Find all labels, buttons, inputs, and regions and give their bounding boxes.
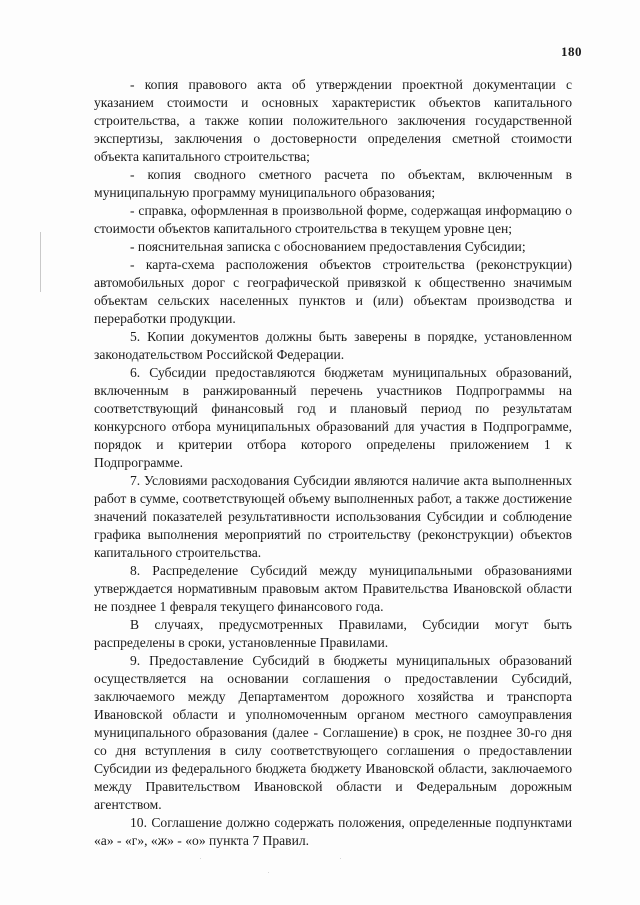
scan-speck xyxy=(268,872,269,873)
list-item-explanatory-note: - пояснительная записка с обоснованием предоставления Субсидии; xyxy=(130,239,526,254)
list-item-cost-certificate: - справка, оформленная в произвольной форме, содержащая информацию о стоимости объектов капитального строительства в текущем уровне цен; xyxy=(94,203,572,236)
clause-8-note: В случаях, предусмотренных Правилами, Субсидии могут быть распределены в сроки, установленные Правилами. xyxy=(94,617,572,650)
page-number: 180 xyxy=(561,44,582,59)
clause-5: 5. Копии документов должны быть заверены в порядке, установленном законодательством Российской Федерации. xyxy=(94,329,572,362)
clause-6: 6. Субсидии предоставляются бюджетам муниципальных образований, включенным в ранжированный перечень участников Подпрограммы на соответствующий финансовый год и плановый период по результатам конкурсного отбора муниципальных образований для участия в Подпрограмме, порядок и критерии отбора которого определены приложением 1 к Подпрограмме. xyxy=(94,365,572,470)
scan-speck xyxy=(340,858,341,859)
scan-speck xyxy=(200,858,201,859)
clause-9: 9. Предоставление Субсидий в бюджеты муниципальных образований осуществляется на основании соглашения о предоставлении Субсидий, заключаемого между Департаментом дорожного хозяйства и транспорта Ивановской области и уполномоченным органом местного самоуправления муниципального образования (далее - Соглашение) в срок, не позднее 30-го дня со дня вступления в силу соответствующего соглашения о предоставлении Субсидии из федерального бюджета бюджету Ивановской области, заключаемого между Правительством Ивановской области и Федеральным дорожным агентством. xyxy=(94,653,572,812)
clause-8: 8. Распределение Субсидий между муниципальными образованиями утверждается нормативным правовым актом Правительства Ивановской области не позднее 1 февраля текущего финансового года. xyxy=(94,563,572,614)
clause-10: 10. Соглашение должно содержать положения, определенные подпунктами «а» - «г», «ж» - «о» пункта 7 Правил. xyxy=(94,815,572,848)
document-body xyxy=(94,76,572,850)
scan-margin-mark xyxy=(40,232,41,292)
clause-7: 7. Условиями расходования Субсидии являются наличие акта выполненных работ в сумме, соответствующей объему выполненных работ, а также достижение значений показателей результативности использования Субсидии и соблюдение графика выполнения мероприятий по строительству (реконструкции) объектов капитального строительства. xyxy=(94,473,572,560)
list-item-estimate-copy: - копия сводного сметного расчета по объектам, включенным в муниципальную программу муниципального образования; xyxy=(94,167,572,200)
list-item-map-scheme: - карта-схема расположения объектов строительства (реконструкции) автомобильных дорог с географической привязкой к общественно значимым объектам сельских населенных пунктов и (или) объектам производства и переработки продукции. xyxy=(94,257,572,326)
list-item-project-docs: - копия правового акта об утверждении проектной документации с указанием стоимости и основных характеристик объектов капитального строительства, а также копии положительного заключения государственной экспертизы, заключения о достоверности определения сметной стоимости объекта капитального строительства; xyxy=(94,77,572,164)
